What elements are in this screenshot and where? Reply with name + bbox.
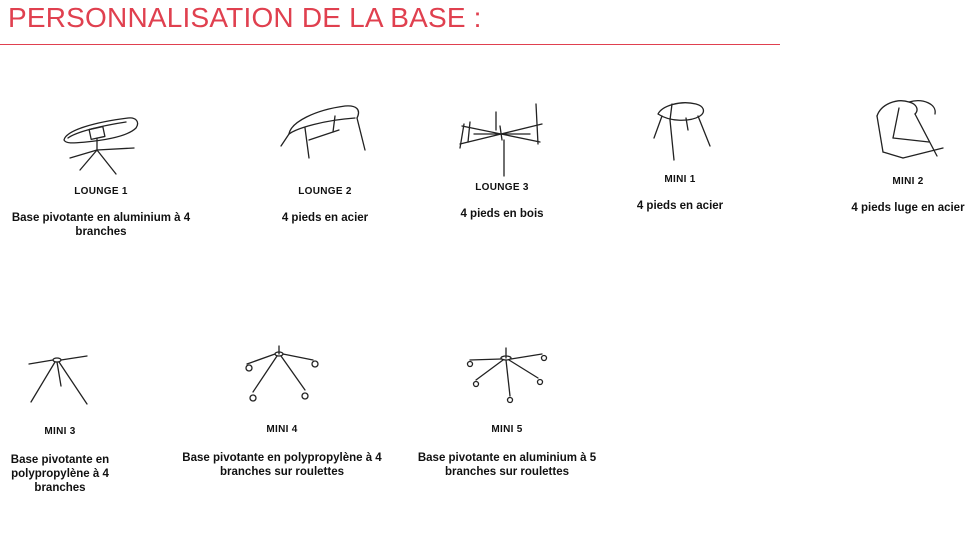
base-option-mini-1[interactable] xyxy=(610,100,750,213)
sled-base-icon xyxy=(863,96,953,170)
swivel-4-star-base-icon xyxy=(56,108,146,180)
base-name: MINI 4 xyxy=(266,424,298,435)
base-name: MINI 3 xyxy=(44,426,76,437)
base-name: LOUNGE 3 xyxy=(475,182,529,193)
base-description: Base pivotante en aluminium à 4 branches xyxy=(11,212,191,238)
steel-4-legs-mini-icon xyxy=(640,100,720,168)
base-description: Base pivotante en aluminium à 5 branches sur roulettes xyxy=(417,452,597,478)
title-divider xyxy=(0,44,780,45)
base-option-mini-3[interactable] xyxy=(4,352,116,495)
base-name: MINI 5 xyxy=(491,424,523,435)
base-description: 4 pieds en acier xyxy=(281,212,369,224)
base-name: MINI 2 xyxy=(892,176,924,187)
base-name: LOUNGE 2 xyxy=(298,186,352,197)
4-star-base-casters-icon xyxy=(243,342,321,406)
base-option-mini-5[interactable] xyxy=(412,342,602,479)
page-title: PERSONNALISATION DE LA BASE : xyxy=(8,2,482,33)
base-description: 4 pieds en bois xyxy=(460,208,544,220)
base-option-lounge-2[interactable] xyxy=(250,100,400,225)
steel-4-legs-icon xyxy=(275,100,375,180)
base-description: 4 pieds luge en acier xyxy=(851,202,965,214)
base-option-mini-2[interactable] xyxy=(838,96,978,215)
base-option-lounge-1[interactable] xyxy=(8,108,194,239)
base-description: 4 pieds en acier xyxy=(636,200,724,212)
base-option-mini-4[interactable] xyxy=(176,342,388,479)
base-option-lounge-3[interactable] xyxy=(432,100,572,221)
base-description: Base pivotante en polypropylène à 4 branches sur roulettes xyxy=(182,452,382,478)
polypropylene-4-star-base-icon xyxy=(25,352,95,408)
base-name: LOUNGE 1 xyxy=(74,186,128,197)
base-description: Base pivotante en polypropylène à 4 branches xyxy=(10,454,110,494)
5-star-base-casters-icon xyxy=(462,342,552,406)
base-name: MINI 1 xyxy=(664,174,696,185)
wood-4-legs-icon xyxy=(452,100,552,178)
